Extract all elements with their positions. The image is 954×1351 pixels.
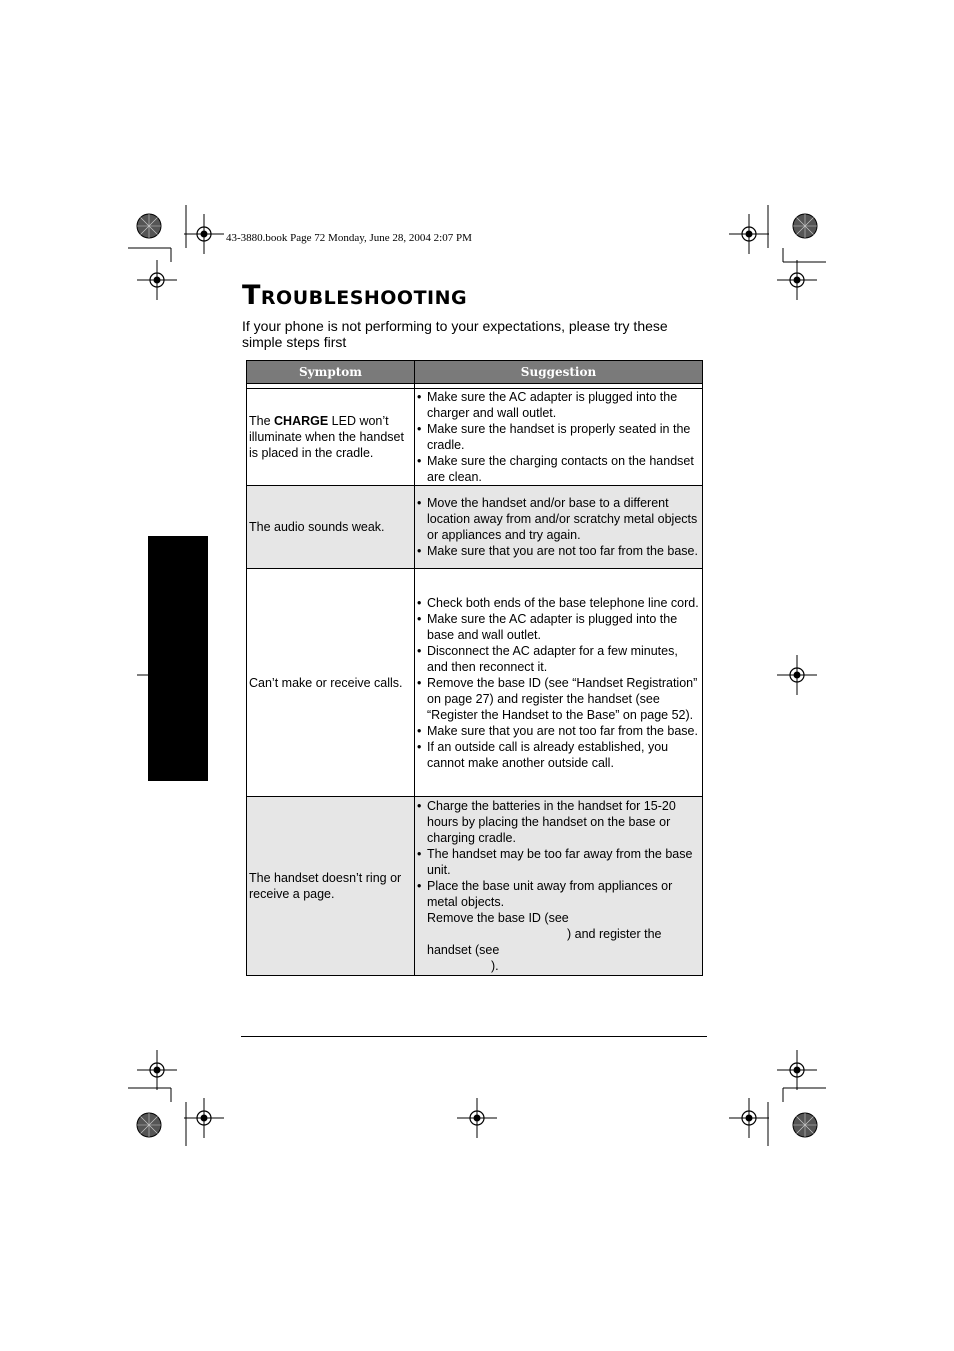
suggestion-cell (415, 389, 703, 486)
suggestion-note-line: ) and register the (567, 927, 662, 941)
suggestion-item: • Make sure that you are not too far from the base. (417, 543, 700, 559)
suggestion-item: • Place the base unit away from appliances or metal objects. (417, 878, 700, 910)
suggestion-item: • The handset may be too far away from the base unit. (417, 846, 700, 878)
suggestion-item: • Make sure the AC adapter is plugged into the charger and wall outlet. (417, 389, 700, 421)
suggestion-cell (415, 486, 703, 569)
footer-rule (241, 1036, 707, 1037)
suggestion-item: • Check both ends of the base telephone line cord. (417, 595, 700, 611)
symptom-cell: The audio sounds weak. (247, 486, 415, 569)
symptom-cell: Can’t make or receive calls. (247, 569, 415, 797)
table-row (247, 797, 703, 976)
symptom-cell (247, 389, 415, 486)
suggestion-item: • Make sure the handset is properly seated in the cradle. (417, 421, 700, 453)
intro-text: If your phone is not performing to your expectations, please try these simple steps first (242, 318, 668, 350)
suggestion-cell (415, 797, 703, 976)
table-row (247, 486, 703, 569)
suggestion-item: • If an outside call is already established, you cannot make another outside call. (417, 739, 700, 771)
suggestion-note-line: ). (491, 959, 499, 973)
charge-label: CHARGE (274, 414, 329, 428)
symptom-text: The (249, 414, 275, 428)
suggestion-note-line: handset (see (427, 943, 500, 957)
suggestion-item: • Charge the batteries in the handset for 15-20 hours by placing the handset on the base or charging cradle. (417, 798, 700, 846)
symptom-text: LED won’t illuminate when the handset is placed in the cradle. (249, 414, 404, 460)
suggestion-item: • Disconnect the AC adapter for a few minutes, and then reconnect it. (417, 643, 700, 675)
suggestion-item: • Make sure the charging contacts on the handset are clean. (417, 453, 700, 485)
table-row (247, 569, 703, 797)
page-title: Troubleshooting (242, 280, 468, 311)
table-row (247, 389, 703, 486)
suggestion-item: • Make sure that you are not too far from the base. (417, 723, 700, 739)
symptom-cell: The handset doesn’t ring or receive a page. (247, 797, 415, 976)
suggestion-cell (415, 569, 703, 797)
troubleshooting-table (246, 360, 703, 976)
suggestion-note-line: Remove the base ID (see (427, 911, 569, 925)
suggestion-item: • Move the handset and/or base to a different location away from and/or scratchy metal objects or appliances and try again. (417, 495, 700, 543)
suggestion-item: • Remove the base ID (see “Handset Registration” on page 27) and register the handset (see “Register the Handset to the Base” on page 52). (417, 675, 700, 723)
section-tab (148, 536, 208, 781)
file-header: 43-3880.book Page 72 Monday, June 28, 2004 2:07 PM (226, 232, 472, 244)
suggestion-item: • Make sure the AC adapter is plugged into the base and wall outlet. (417, 611, 700, 643)
header-suggestion: Suggestion (415, 361, 703, 384)
header-symptom: Symptom (247, 361, 415, 384)
